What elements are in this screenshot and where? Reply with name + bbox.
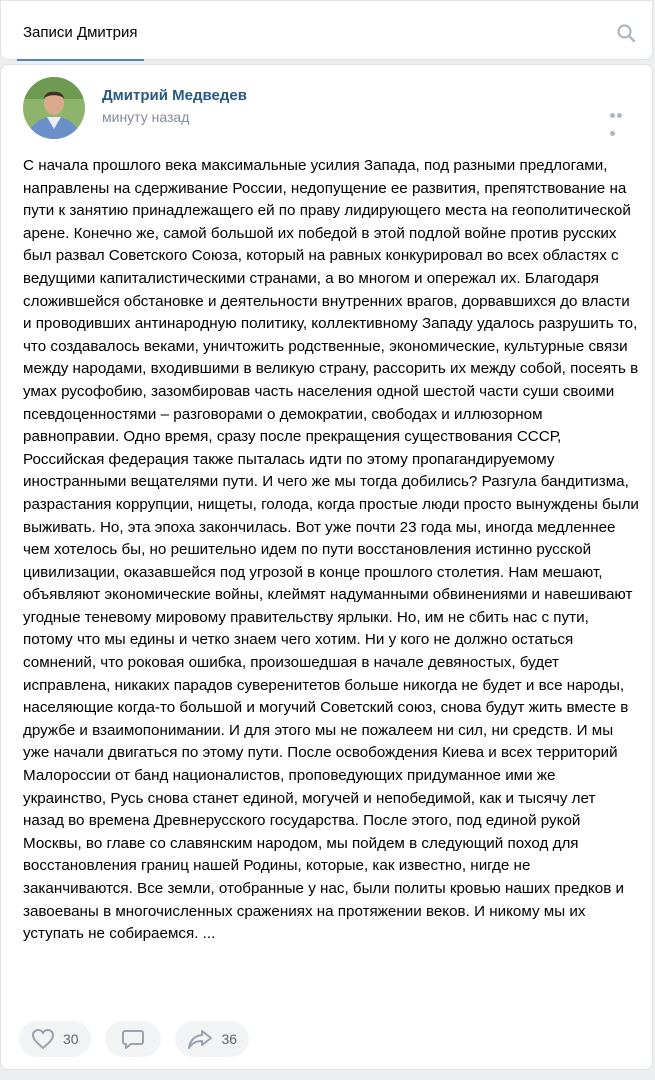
comment-icon — [121, 1028, 145, 1050]
avatar[interactable] — [23, 77, 85, 139]
post-actions — [19, 1021, 259, 1057]
search-icon[interactable] — [616, 23, 636, 43]
post-card — [0, 64, 653, 1070]
post-text: С начала прошлого века максимальные усилия Запада, под разными предлогами, направлены на сдерживание России, недопущение ее развития, препятствование на пути к занятию принадлежащего ей по праву лидирующего места на геополитической арене. Конечно же, самой большой их победой в этой подлой войне против русских был развал Советского Союза, который на равных конкурировал во всех областях с ведущими капиталистическими странами, а во многом и опережал их. Благодаря сложившейся обстановке и деятельности внутренних врагов, дорвавшихся до власти и проводивших антинародную политику, коллективному Западу удалось разрушить то, что создавалось веками, уничтожить родственные, экономические, культурные связи между народами, входившими в великую страну, рассорить их между собой, посеять в умах русофобию, зазомбировав часть населения одной шестой части суши своими псевдоценностями – разговорами о демократии, свободах и иллюзорном равноправии. Одно время, сразу после прекращения существования СССР, Российская федерация также пыталась идти по этому пропагандируемому иностранными вещателями пути. И чего же мы тогда добились? Разгула бандитизма, разрастания коррупции, нищеты, голода, когда простые люди просто вынуждены были выживать. Но, эта эпоха закончилась. Вот уже почти 23 года мы, иногда медленнее чем хотелось бы, но решительно идем по пути восстановления истинно русской цивилизации, оказавшейся под угрозой в конце прошлого столетия. Нам мешают, объявляют экономические войны, клеймят надуманными обвинениями и навешивают угодные теневому мировому правительству ярлыки. Но, им не сбить нас с пути, потому что мы едины и четко знаем чего хотим. Ни у кого не должно остаться сомнений, что роковая ошибка, произошедшая в начале девяностых, будет исправлена, никаких парадов суверенитетов больше никогда не будет и все народы, населяющие когда-то большой и могучий Советский союз, снова будут жить вместе в дружбе и взаимопонимании. И для этого мы не пожалеем ни сил, ни средств. И мы уже начали двигаться по этому пути. После освобождения Киева и всех территорий Малороссии от банд националистов, проповедующих придуманное ими же украинство, Русь снова станет единой, могучей и непобедимой, как и тысячу лет назад во времена Древнерусского государства. После этого, под единой рукой Москвы, во главе со славянским народом, мы пойдем в следующий поход для восстановления границ нашей Родины, которые, как известно, нигде не заканчиваются. Все земли, отобранные у нас, были политы кровью наших предков и завоеваны в многочисленных сражениях на протяжении веков. И никому мы их уступать не собираемся. ... — [23, 157, 639, 943]
share-icon — [187, 1028, 213, 1050]
share-count: 36 — [221, 1031, 238, 1047]
tab-posts[interactable]: Записи Дмитрия — [17, 1, 144, 61]
author-name[interactable]: Дмитрий Медведев — [102, 87, 247, 104]
like-count: 30 — [63, 1031, 79, 1047]
comment-button[interactable] — [105, 1021, 161, 1057]
share-button[interactable] — [175, 1021, 249, 1057]
more-icon[interactable] — [610, 105, 630, 113]
heart-icon — [31, 1028, 55, 1050]
like-button[interactable] — [19, 1021, 91, 1057]
post-time[interactable]: минуту назад — [102, 109, 190, 125]
page-header — [0, 0, 653, 60]
